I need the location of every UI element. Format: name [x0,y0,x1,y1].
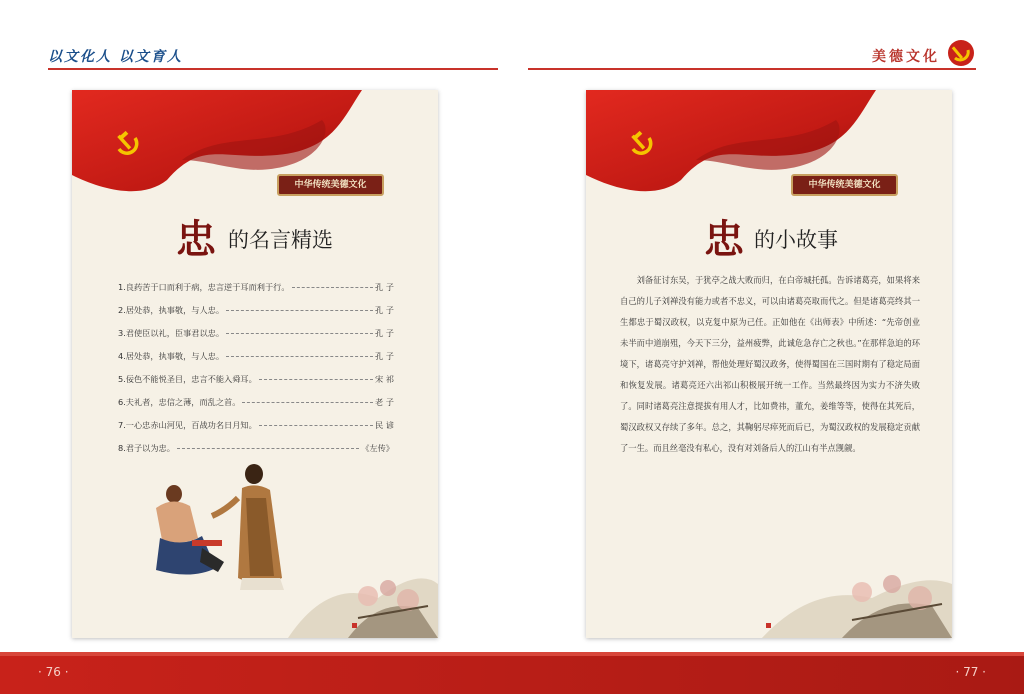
header-slogan: 以文化人 以文育人 [48,49,183,65]
page-number-left: · 76 · [38,665,69,679]
culture-badge: 中华传统美德文化 [791,174,898,196]
quote-item [118,345,394,368]
landscape-painting [218,488,438,638]
quote-text: 8.君子以为忠。 [118,443,175,453]
red-seal-mark [352,623,357,628]
dashed-leader [259,379,373,380]
header-title: 美德文化 [872,49,940,65]
title-big-char: 忠 [704,216,744,263]
footer-stripe [0,652,1024,656]
red-seal-mark [766,623,771,628]
footer-band [0,652,1024,694]
hammer-sickle-emblem-icon [946,38,976,68]
dashed-leader [226,356,373,357]
quote-author: 孔 子 [375,282,394,292]
quote-text: 2.居处恭，执事敬，与人忠。 [118,305,225,315]
quote-author: 宋 祁 [375,374,394,384]
dashed-leader [226,310,373,311]
hammer-sickle-icon [626,128,656,158]
quote-list [118,276,394,460]
quote-item [118,276,394,299]
quote-text: 3.君使臣以礼，臣事君以忠。 [118,328,225,338]
quote-text: 1.良药苦于口而利于病，忠言逆于耳而利于行。 [118,282,290,292]
quote-author: 民 谚 [375,420,394,430]
quote-text: 4.居处恭，执事敬，与人忠。 [118,351,225,361]
right-poster [586,90,952,638]
landscape-painting [732,488,952,638]
title-big-char: 忠 [176,216,216,263]
quote-item [118,299,394,322]
left-poster [72,90,438,638]
story-paragraph: 刘备征讨东吴，于犹亭之战大败而归，在白帝城托孤。告诉诸葛亮，如果将来自己的儿子刘禅没有能力或者不忠义，可以由诸葛亮取而代之。但是诸葛亮终其一生都忠于蜀汉政权，以克复中原为己任。正如他在《出师表》中所述：“先帝创业未半而中道崩殂，今天下三分，益州疲弊，此诚危急存亡之秋也。”在那样急迫的环境下，诸葛亮守护刘禅，帮他处理好蜀汉政务，使得蜀国在三国时期有了稳定局面和恢复发展。诸葛亮还六出祁山积极展开统一工作。当然最终因为实力不济失败了。同时诸葛亮注意提拔有用人才，比如费祎，董允，姜维等等，使得在其死后，蜀汉政权又存续了多年。总之，其鞠躬尽瘁死而后已，为蜀汉政权的发展稳定贡献了一生。而且丝毫没有私心，没有对刘备后人的江山有半点觊觎。 [620,275,920,453]
quote-item [118,322,394,345]
quote-item [118,437,394,460]
page-title: 的小故事 [754,228,838,252]
quote-item [118,391,394,414]
quote-author: 老 子 [375,397,394,407]
dashed-leader [292,287,373,288]
page-number-right: · 77 · [955,665,986,679]
header-rule-left [48,68,498,70]
culture-badge: 中华传统美德文化 [277,174,384,196]
dashed-leader [259,425,373,426]
quote-item [118,368,394,391]
quote-author: 孔 子 [375,351,394,361]
quote-text: 5.佞色不能悦圣目，忠言不能入舜耳。 [118,374,257,384]
dashed-leader [242,402,373,403]
quote-item [118,414,394,437]
dashed-leader [177,448,359,449]
quote-text: 6.夫礼者，忠信之薄，而乱之首。 [118,397,241,407]
dashed-leader [226,333,373,334]
page-title: 的名言精选 [228,228,333,252]
quote-author: 孔 子 [375,305,394,315]
quote-author: 《左传》 [361,443,394,453]
quote-author: 孔 子 [375,328,394,338]
quote-text: 7.一心忠赤山河见，百战功名日月知。 [118,420,257,430]
header-rule-right [528,68,976,70]
hammer-sickle-icon [112,128,142,158]
